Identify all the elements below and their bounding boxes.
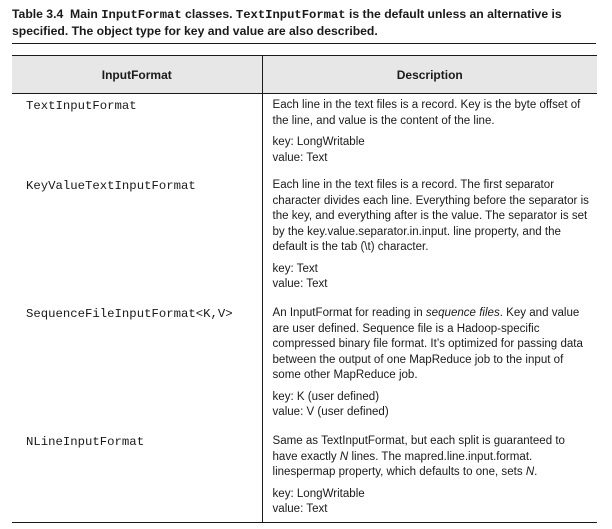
class-cell bbox=[12, 430, 262, 523]
caption-label: Table 3.4 bbox=[12, 7, 64, 21]
key-type: key: K (user defined) bbox=[272, 390, 380, 403]
key-type: key: Text bbox=[272, 262, 318, 275]
description-emphasis: sequence files bbox=[425, 307, 500, 319]
description-emphasis: N bbox=[339, 450, 349, 463]
caption-rule bbox=[12, 43, 596, 44]
caption-text-3: is the default unless an alternative is specified. The object type for key and value are also described. bbox=[12, 7, 562, 38]
column-header-inputformat: InputFormat bbox=[12, 56, 262, 94]
description-cell bbox=[262, 430, 597, 523]
class-name: TextInputFormat bbox=[26, 99, 137, 113]
description-cell bbox=[262, 94, 597, 175]
caption-code-inputformat: InputFormat bbox=[101, 8, 182, 22]
document-page bbox=[12, 6, 596, 523]
value-type: value: V (user defined) bbox=[272, 406, 389, 418]
value-type: value: Text bbox=[272, 503, 328, 515]
class-name: SequenceFileInputFormat<K,V> bbox=[26, 307, 233, 321]
column-header-description: Description bbox=[262, 56, 597, 94]
class-cell bbox=[12, 174, 262, 302]
description-cell bbox=[262, 174, 597, 302]
inputformat-table bbox=[12, 55, 597, 523]
table-header-row bbox=[12, 56, 597, 94]
description-part: . Key and value are user defined. Sequence file is a Hadoop-specific compressed binary file format. It’s optimized for passing data between the output of one MapReduce job to the input of some other MapReduce job. bbox=[272, 307, 583, 381]
description-text bbox=[273, 306, 590, 384]
key-type: key: LongWritable bbox=[272, 487, 365, 500]
table-row bbox=[12, 174, 597, 302]
value-type: value: Text bbox=[272, 278, 328, 290]
description-part: Same as TextInputFormat, but each split is guaranteed to have exactly bbox=[272, 435, 565, 463]
description-text: Each line in the text files is a record. The first separator character divides each line. Everything before the separator is the key, and everything after is the value. The separator is set by the key.value.separator.in.input. line property, and the default is the tab (\t) character. bbox=[272, 179, 589, 253]
description-cell bbox=[262, 302, 597, 430]
value-type: value: Text bbox=[272, 151, 328, 164]
caption-text-1: Main bbox=[70, 7, 102, 21]
description-part: . bbox=[534, 466, 538, 478]
description-text: Each line in the text files is a record. Key is the byte offset of the line, and value is the content of the line. bbox=[272, 99, 581, 127]
class-name: NLineInputFormat bbox=[26, 435, 145, 449]
description-part: lines. The mapred.line.input.format. linespermap property, which defaults to one, sets bbox=[272, 450, 533, 478]
key-type: key: LongWritable bbox=[272, 136, 365, 148]
table-caption bbox=[12, 6, 596, 39]
description-text bbox=[273, 434, 590, 481]
caption-text-2: classes. bbox=[181, 7, 236, 21]
class-cell bbox=[12, 94, 262, 175]
table-row bbox=[12, 430, 597, 523]
table-row bbox=[12, 94, 597, 175]
class-cell bbox=[12, 302, 262, 430]
caption-code-textinputformat: TextInputFormat bbox=[235, 8, 346, 22]
table-row bbox=[12, 302, 597, 430]
description-emphasis: N bbox=[525, 466, 535, 478]
description-part: An InputFormat for reading in bbox=[272, 307, 426, 319]
class-name: KeyValueTextInputFormat bbox=[26, 179, 196, 193]
